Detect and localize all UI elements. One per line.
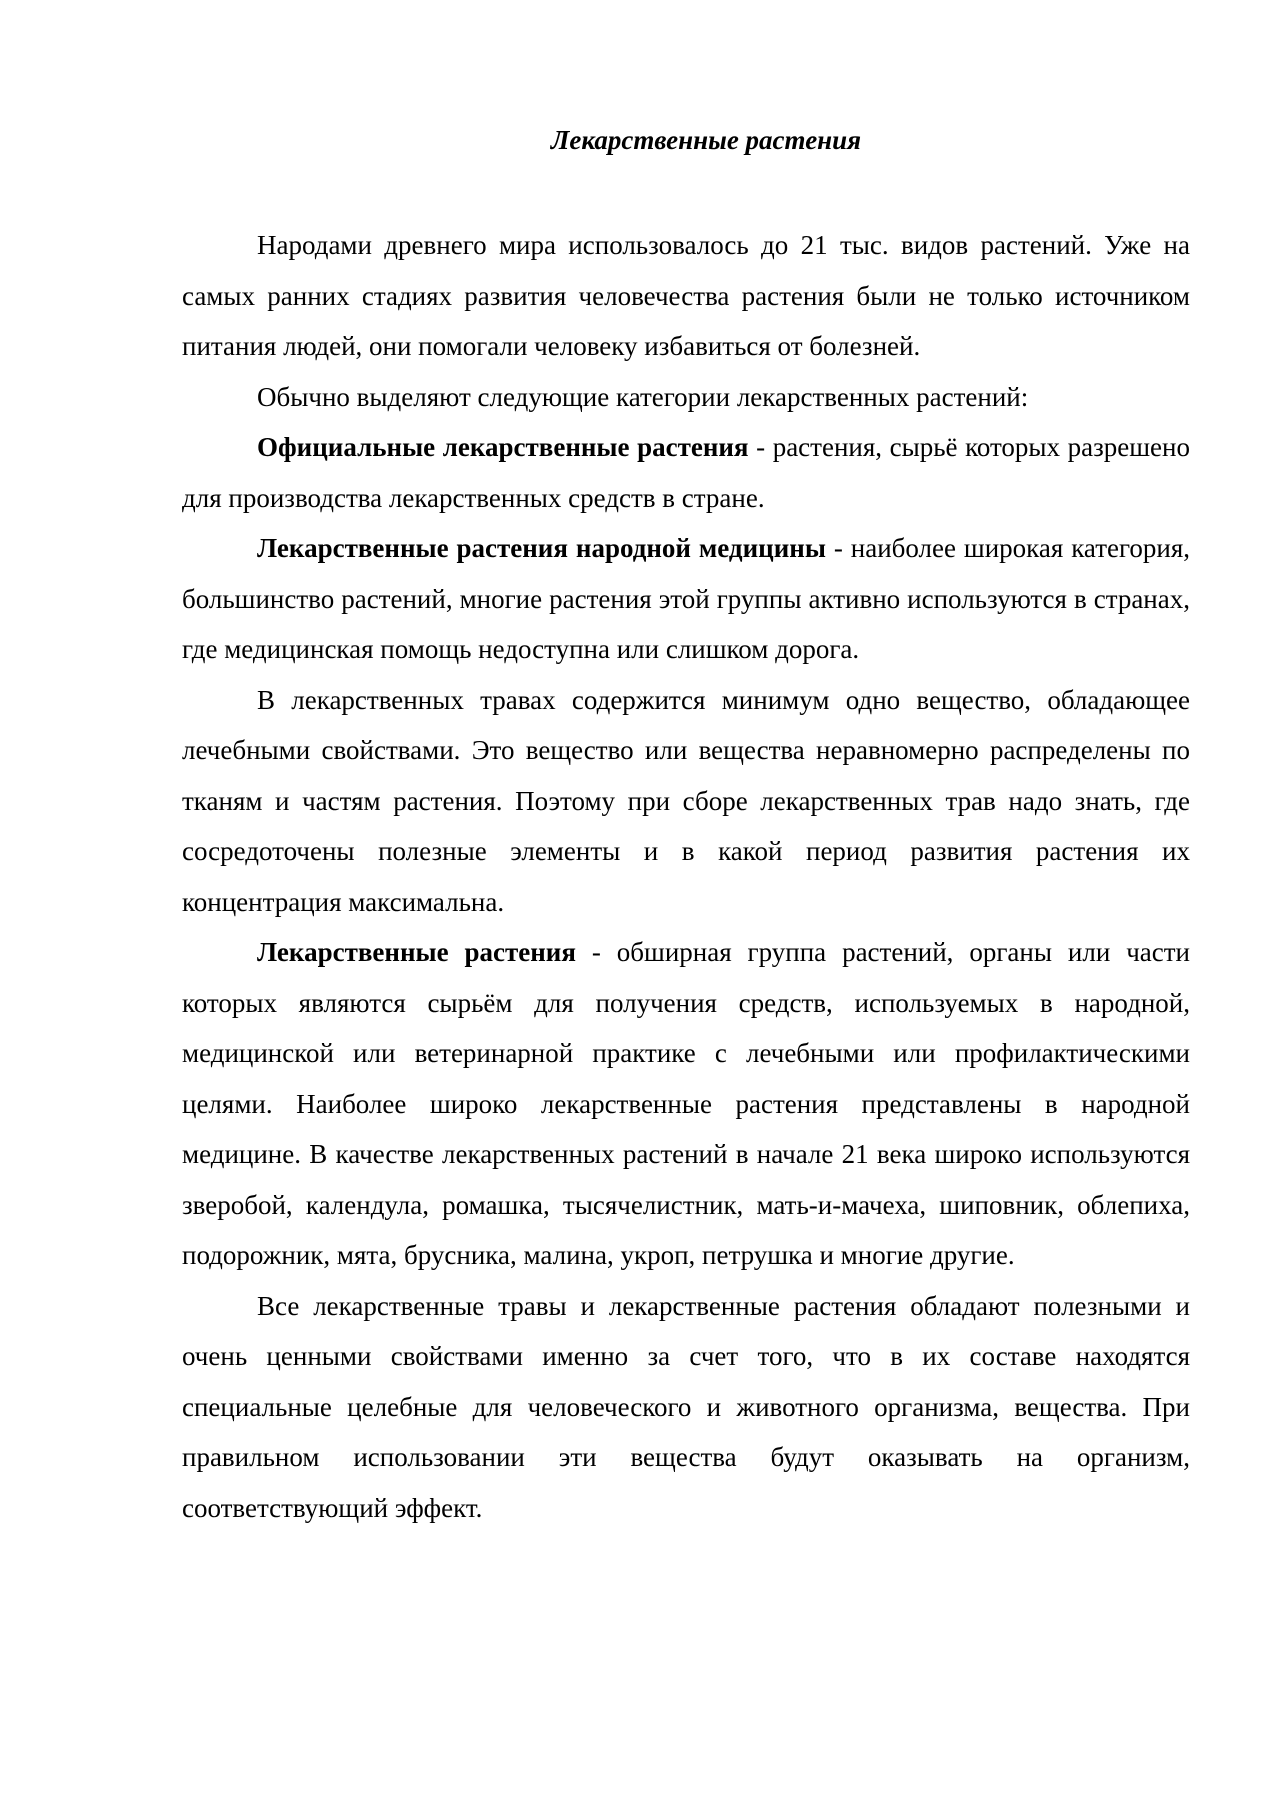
paragraph-text: Обычно выделяют следующие категории лекарственных растений: <box>257 381 1029 412</box>
paragraph-2 <box>182 372 1190 423</box>
paragraph-3 <box>182 422 1190 523</box>
paragraph-text: - растения, сырьё которых разрешено для производства лекарственных средств в стране. <box>182 432 1190 513</box>
paragraph-text: Народами древнего мира использовалось до 21 тыс. видов растений. Уже на самых ранних стадиях развития человечества растения были не только источником питания людей, они помогали человеку избавиться от болезней. <box>182 230 1190 361</box>
paragraph-1 <box>182 220 1190 372</box>
document-body <box>182 110 1190 1533</box>
paragraph-term: Официальные лекарственные растения <box>257 432 749 462</box>
paragraph-7 <box>182 1281 1190 1534</box>
paragraph-term: Лекарственные растения народной медицины <box>257 533 826 563</box>
paragraph-5 <box>182 675 1190 928</box>
paragraph-4 <box>182 523 1190 675</box>
paragraph-text: Все лекарственные травы и лекарственные растения обладают полезными и очень ценными свойствами именно за счет того, что в их составе находятся специальные целебные для человеческого и животного организма, вещества. При правильном использовании эти вещества будут оказывать на организм, соответствующий эффект. <box>182 1290 1190 1523</box>
paragraph-text: - обширная группа растений, органы или части которых являются сырьём для получения средств, используемых в народной, медицинской или ветеринарной практике с лечебными или профилактическими целями. Наиболее широко лекарственные растения представлены в народной медицине. В качестве лекарственных растений в начале 21 века широко используются зверобой, календула, ромашка, тысячелистник, мать-и-мачеха, шиповник, облепиха, подорожник, мята, брусника, малина, укроп, петрушка и многие другие. <box>182 937 1190 1270</box>
paragraph-text: В лекарственных травах содержится минимум одно вещество, обладающее лечебными свойствами. Это вещество или вещества неравномерно распределены по тканям и частям растения. Поэтому при сборе лекарственных трав надо знать, где сосредоточены полезные элементы и в какой период развития растения их концентрация максимальна. <box>182 684 1190 917</box>
document-title: Лекарственные растения <box>550 125 862 155</box>
paragraph-term: Лекарственные растения <box>257 937 576 967</box>
paragraph-text: - наиболее широкая категория, большинство растений, многие растения этой группы активно используются в странах, где медицинская помощь недоступна или слишком дорога. <box>182 533 1190 664</box>
paragraph-6 <box>182 927 1190 1281</box>
